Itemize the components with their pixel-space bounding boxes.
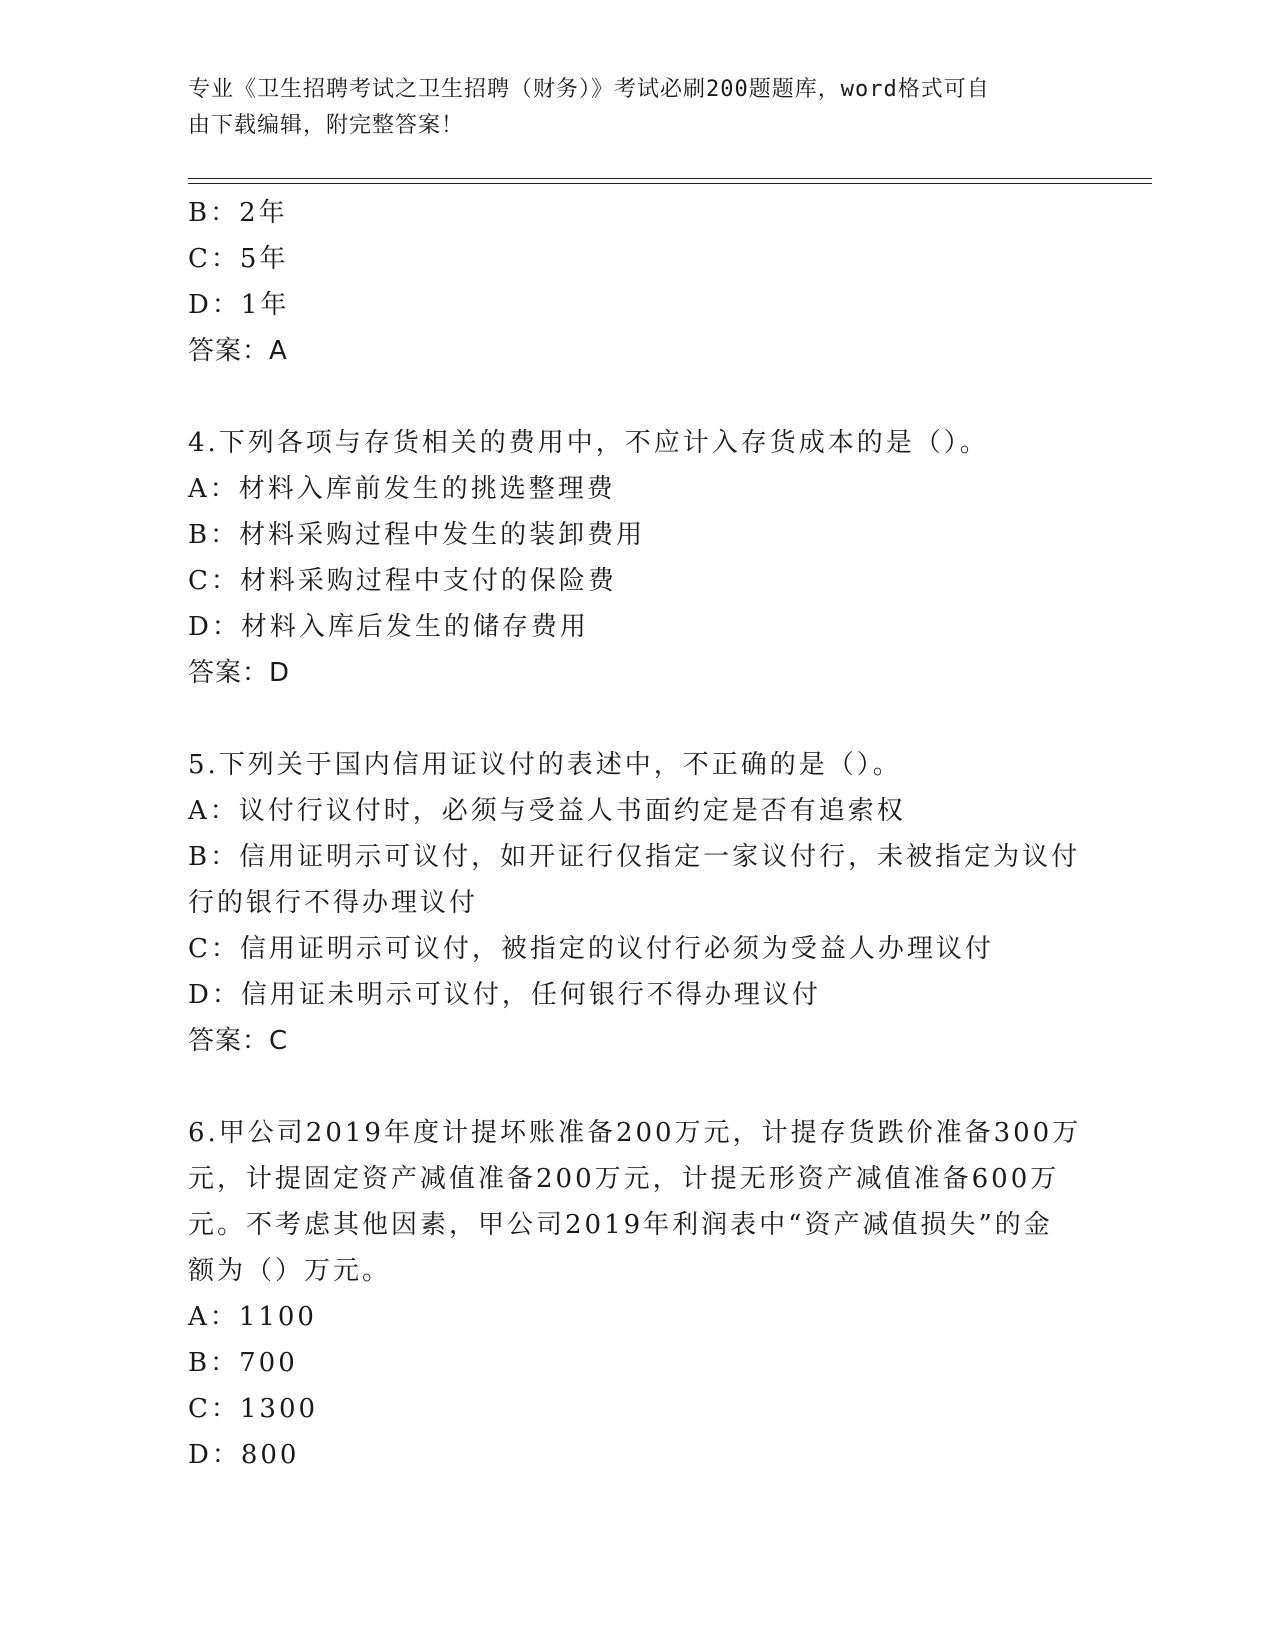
spacer	[188, 696, 1088, 742]
question-3-continued	[188, 190, 1088, 374]
option-d: D：信用证未明示可议付，任何银行不得办理议付	[188, 980, 821, 1010]
question-stem: 4.下列各项与存货相关的费用中，不应计入存货成本的是（）。	[188, 428, 989, 458]
option-b-continued: 行的银行不得办理议付	[188, 888, 479, 918]
option-c: C：5年	[188, 244, 289, 274]
header-rule-top	[188, 178, 1152, 179]
option-b: B：信用证明示可议付，如开证行仅指定一家议付行，未被指定为议付	[188, 842, 1081, 872]
document-header	[188, 72, 1068, 144]
option-d: D：材料入库后发生的储存费用	[188, 612, 589, 642]
question-stem-continued: 元，计提固定资产减值准备200万元，计提无形资产减值准备600万	[188, 1164, 1060, 1194]
question-5	[188, 742, 1088, 1064]
option-a: A：材料入库前发生的挑选整理费	[188, 474, 616, 504]
answer-label: 答案：D	[188, 658, 291, 688]
option-c: C：信用证明示可议付，被指定的议付行必须为受益人办理议付	[188, 934, 994, 964]
spacer	[188, 1064, 1088, 1110]
question-6	[188, 1110, 1088, 1478]
question-stem: 6.甲公司2019年度计提坏账准备200万元，计提存货跌价准备300万	[188, 1118, 1082, 1148]
option-b: B：材料采购过程中发生的装卸费用	[188, 520, 646, 550]
header-line-2: 由下载编辑，附完整答案！	[188, 113, 465, 138]
option-b: B：2年	[188, 198, 288, 228]
spacer	[188, 374, 1088, 420]
question-4	[188, 420, 1088, 696]
question-stem: 5.下列关于国内信用证议付的表述中，不正确的是（）。	[188, 750, 902, 780]
option-d: D：1年	[188, 290, 290, 320]
option-a: A：议付行议付时，必须与受益人书面约定是否有追索权	[188, 796, 906, 826]
option-c: C：1300	[188, 1394, 319, 1424]
answer-label: 答案：A	[188, 336, 288, 366]
question-stem-continued: 元。不考虑其他因素，甲公司2019年利润表中“资产减值损失”的金	[188, 1210, 1053, 1240]
option-a: A：1100	[188, 1302, 317, 1332]
option-d: D：800	[188, 1440, 300, 1470]
question-stem-continued: 额为（）万元。	[188, 1256, 392, 1286]
option-b: B：700	[188, 1348, 298, 1378]
header-line-1: 专业《卫生招聘考试之卫生招聘（财务）》考试必刷200题题库，word格式可自	[188, 77, 990, 102]
option-c: C：材料采购过程中支付的保险费	[188, 566, 617, 596]
question-list	[188, 190, 1088, 1478]
answer-label: 答案：C	[188, 1026, 289, 1056]
header-rule-bottom	[188, 183, 1152, 184]
